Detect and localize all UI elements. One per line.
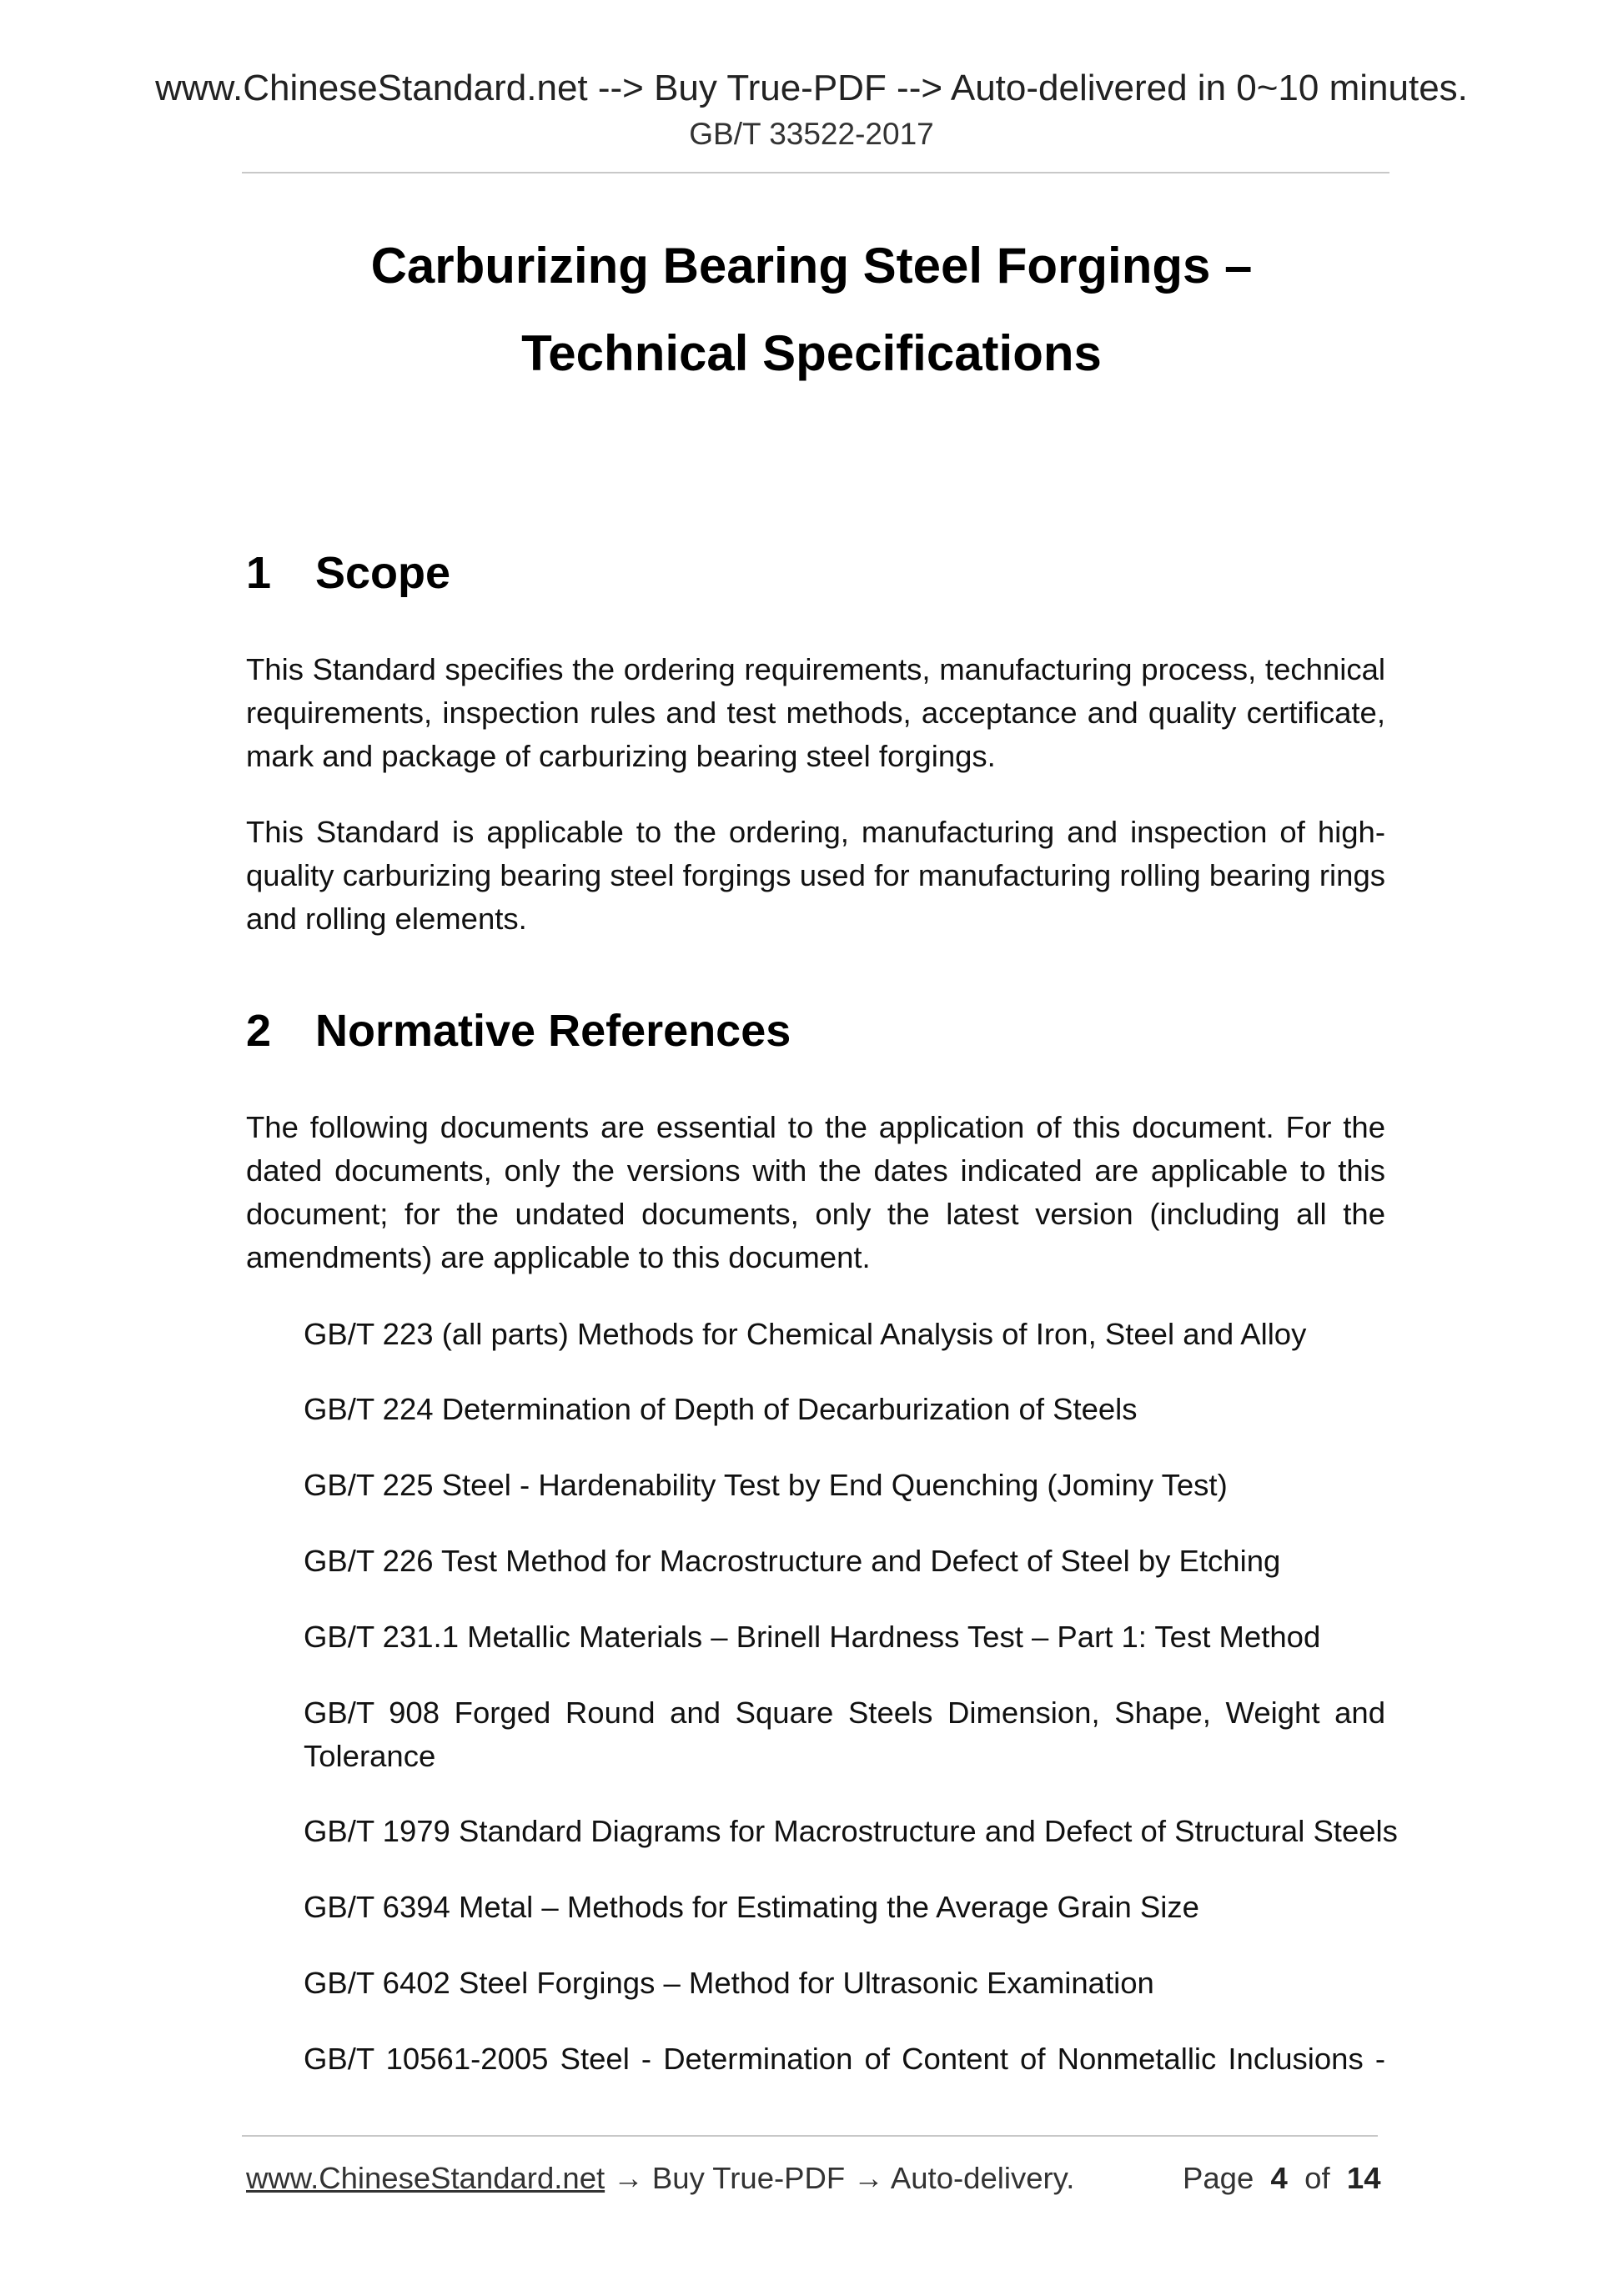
page-number: 4 — [1270, 2161, 1288, 2195]
footer-divider — [242, 2135, 1378, 2137]
page-indicator — [1183, 2158, 1381, 2198]
reference-item: GB/T 10561-2005 Steel - Determination of Content of Nonmetallic Inclusions - — [304, 2042, 1385, 2076]
scope-paragraph-1: This Standard specifies the ordering requirements, manufacturing process, technical requirements, inspection rules and test methods, acceptance and quality certificate, mark and package of carburizing bearing steel forgings. — [246, 652, 1385, 773]
reference-item: GB/T 223 (all parts) Methods for Chemical Analysis of Iron, Steel and Alloy — [304, 1317, 1307, 1351]
reference-item: GB/T 1979 Standard Diagrams for Macrostructure and Defect of Structural Steels — [304, 1814, 1398, 1848]
document-title-line1: Carburizing Bearing Steel Forgings – — [370, 238, 1253, 294]
reference-item: GB/T 6394 Metal – Methods for Estimating the Average Grain Size — [304, 1890, 1199, 1924]
section-title: Normative References — [315, 1006, 791, 1056]
section-title: Scope — [315, 548, 451, 598]
reference-item: GB/T 224 Determination of Depth of Decarburization of Steels — [304, 1392, 1138, 1426]
standard-code: GB/T 33522-2017 — [689, 117, 934, 151]
section-number: 2 — [246, 1006, 272, 1056]
document-title-line2: Technical Specifications — [521, 325, 1102, 381]
reference-item: GB/T 231.1 Metallic Materials – Brinell Hardness Test – Part 1: Test Method — [304, 1620, 1321, 1654]
footer-delivery-note — [246, 2158, 1074, 2198]
of-label: of — [1304, 2161, 1330, 2195]
header-divider — [242, 172, 1389, 173]
scope-paragraph-2: This Standard is applicable to the ordering, manufacturing and inspection of high-quality carburizing bearing steel forgings used for manufacturing rolling bearing rings and rolling elements. — [246, 815, 1385, 936]
page-total: 14 — [1346, 2161, 1381, 2195]
chinesestandard-link[interactable]: www.ChineseStandard.net — [246, 2161, 605, 2195]
reference-item: GB/T 6402 Steel Forgings – Method for Ultrasonic Examination — [304, 1966, 1154, 2000]
header-banner: www.ChineseStandard.net --> Buy True-PDF --> Auto-delivered in 0~10 minutes. — [155, 68, 1468, 108]
reference-item: GB/T 225 Steel - Hardenability Test by End Quenching (Jominy Test) — [304, 1468, 1228, 1502]
footer-tail-text: → Buy True-PDF → Auto-delivery. — [605, 2161, 1075, 2195]
section-1-heading — [246, 545, 450, 600]
section-number: 1 — [246, 548, 272, 598]
section-2-heading — [246, 1003, 791, 1058]
references-intro-paragraph: The following documents are essential to the application of this document. For the dated documents, only the versions with the dates indicated are applicable to this document; for the undated documents, only the latest version (including all the amendments) are applicable to this document. — [246, 1110, 1385, 1274]
reference-item: GB/T 908 Forged Round and Square Steels Dimension, Shape, Weight and Tolerance — [304, 1696, 1385, 1773]
reference-item: GB/T 226 Test Method for Macrostructure and Defect of Steel by Etching — [304, 1544, 1281, 1578]
page-label: Page — [1183, 2161, 1254, 2195]
